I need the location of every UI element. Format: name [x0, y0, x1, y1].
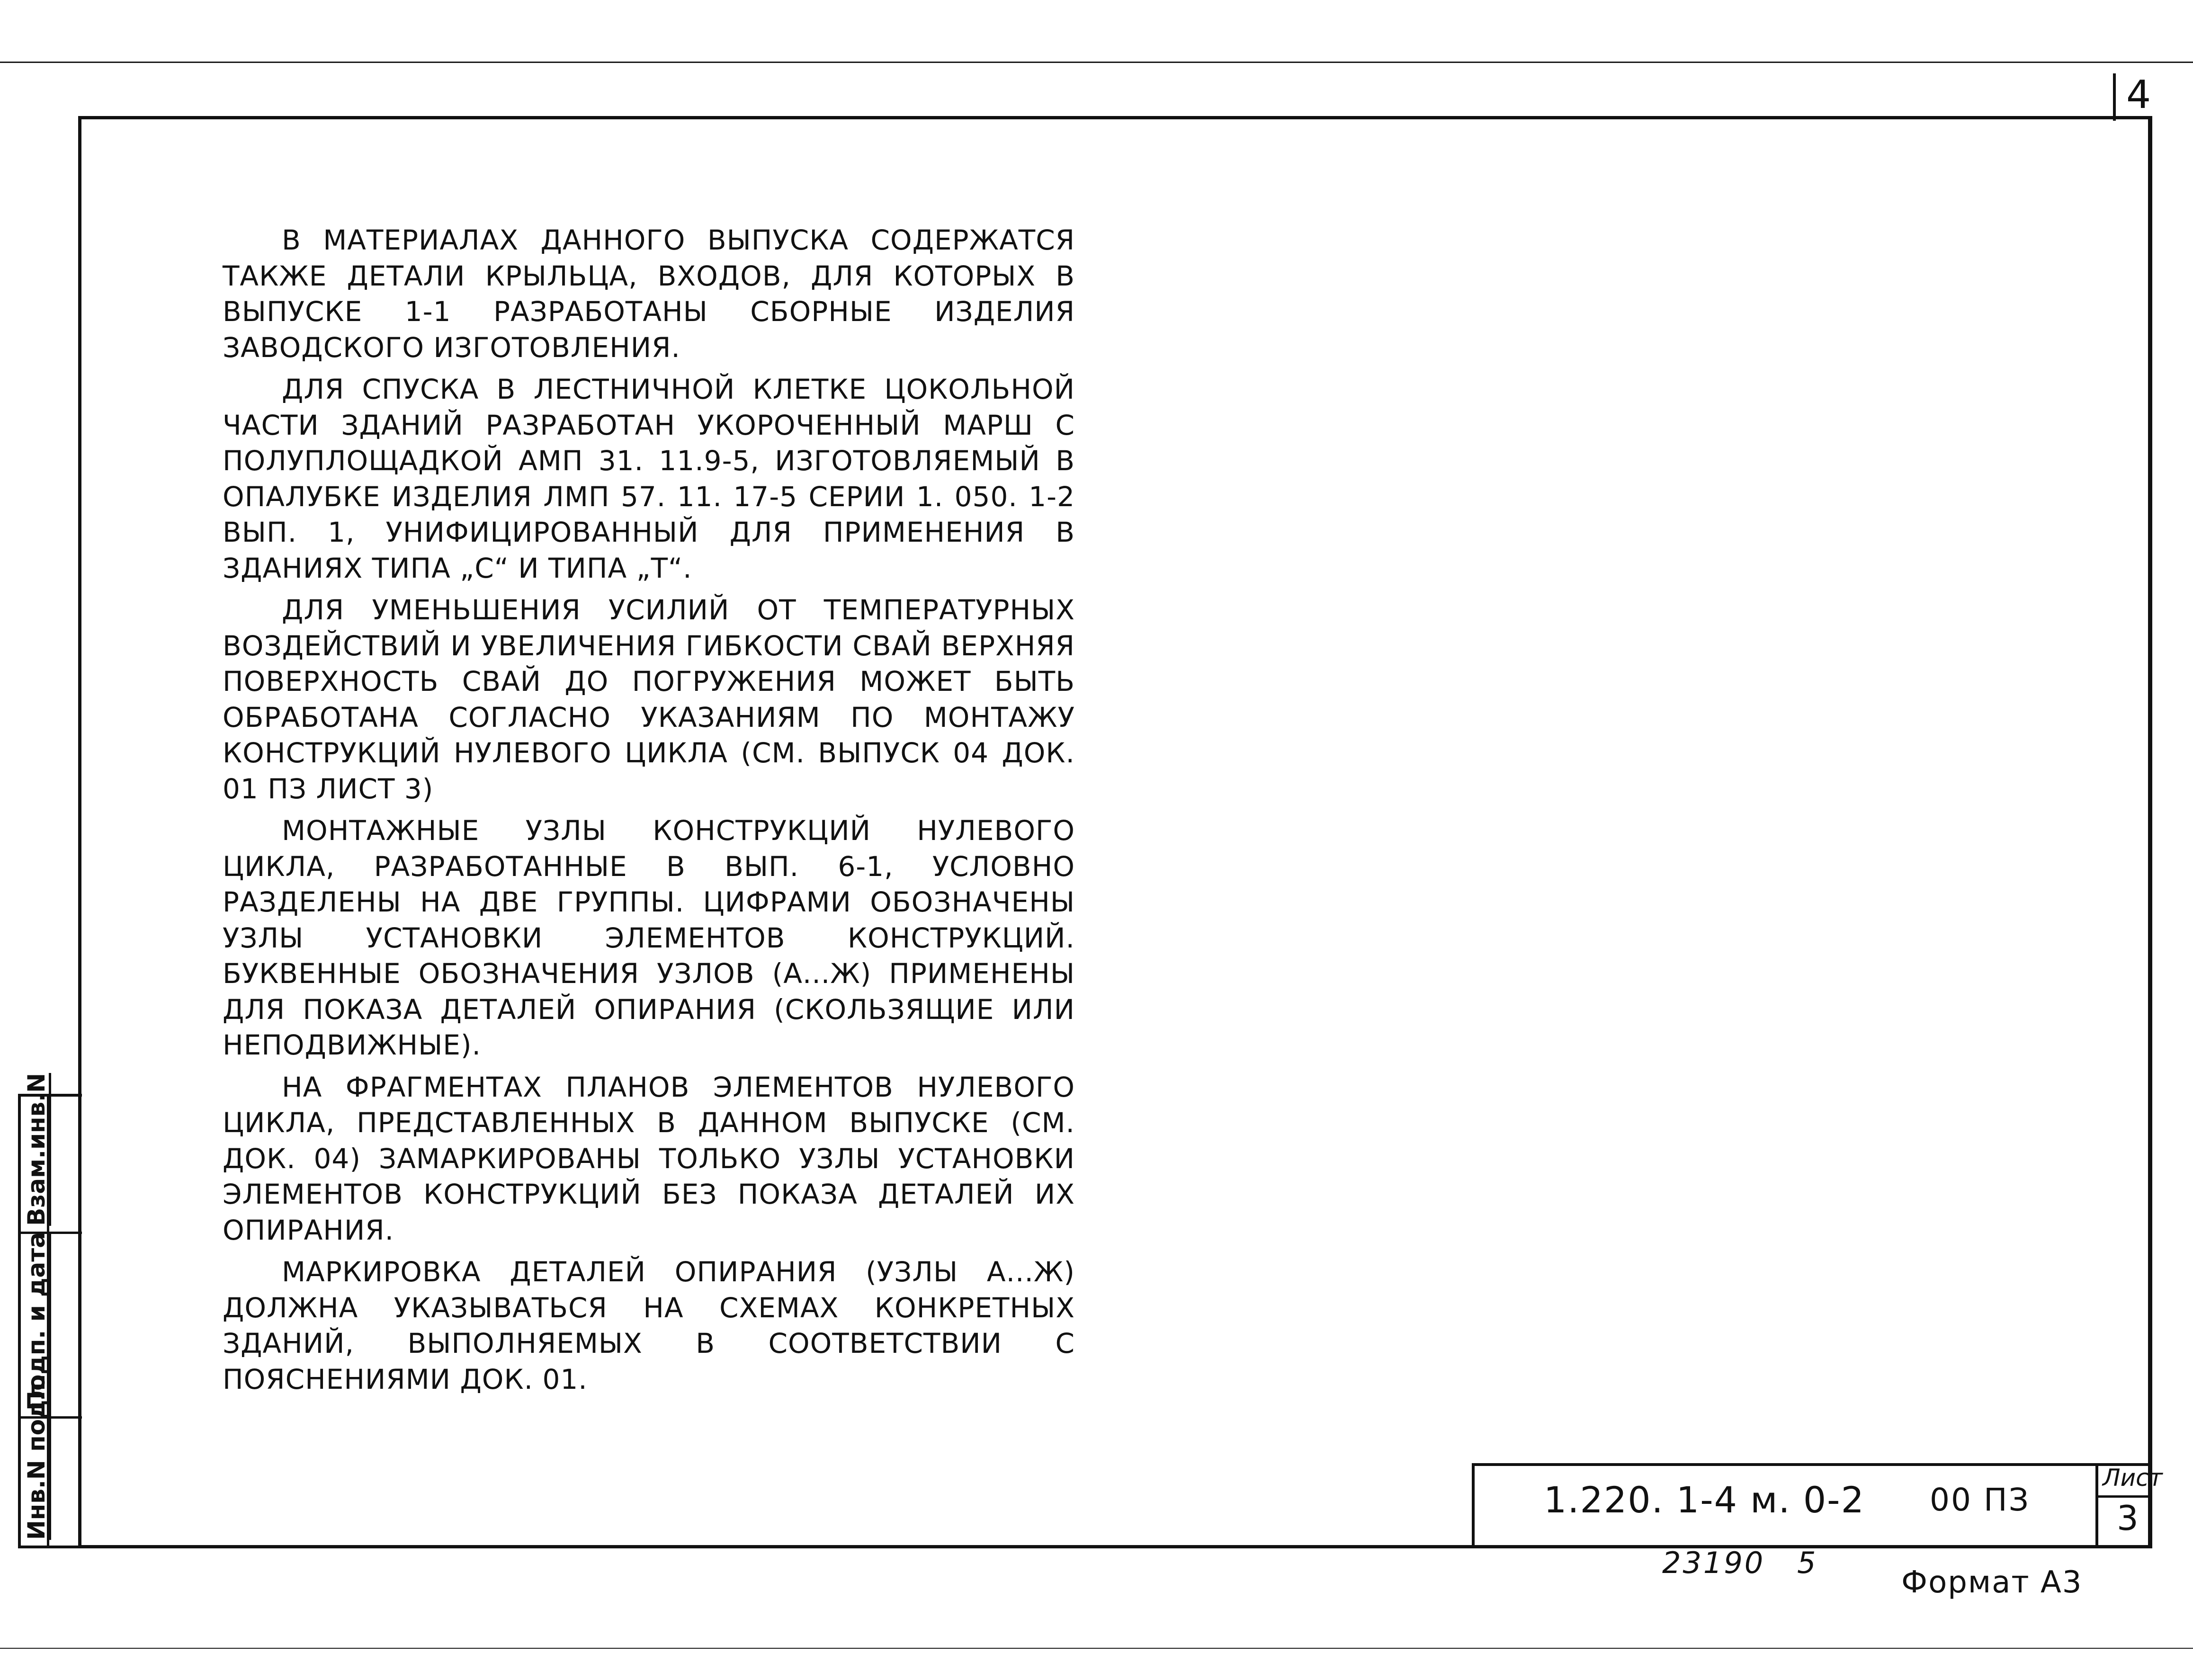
scan-bottom-line: [0, 1648, 2193, 1649]
explanatory-note-text: [223, 223, 1075, 1403]
stamp-divider: [21, 1097, 49, 1546]
sheet-number: 3: [2117, 1498, 2139, 1538]
scan-top-line: [0, 62, 2193, 63]
paragraph-3: ДЛЯ УМЕНЬШЕНИЯ УСИЛИЙ ОТ ТЕМПЕРАТУРНЫХ ВОЗДЕЙСТВИЙ И УВЕЛИЧЕНИЯ ГИБКОСТИ СВАЙ ВЕРХНЯЯ ПОВЕРХНОСТЬ СВАЙ ДО ПОГРУЖЕНИЯ МОЖЕТ БЫТЬ ОБРАБОТАНА СОГЛАСНО УКАЗАНИЯМ ПО МОНТАЖУ КОНСТРУКЦИЙ НУЛЕВОГО ЦИКЛА (СМ. ВЫПУСК 04 ДОК. 01 ПЗ ЛИСТ 3): [223, 594, 1075, 805]
inventory-number: 23190: [1662, 1546, 1765, 1580]
sheet-label: Лист: [2103, 1464, 2163, 1492]
paragraph-6: МАРКИРОВКА ДЕТАЛЕЙ ОПИРАНИЯ (УЗЛЫ А...Ж) ДОЛЖНА УКАЗЫВАТЬСЯ НА СХЕМАХ КОНКРЕТНЫХ ЗДАНИЙ, ВЫПОЛНЯЕМЫХ В СООТВЕТСТВИИ С ПОЯСНЕНИЯМИ ДОК. 01.: [223, 1256, 1075, 1395]
document-type: 00 ПЗ: [1930, 1482, 2030, 1518]
paragraph-4: МОНТАЖНЫЕ УЗЛЫ КОНСТРУКЦИЙ НУЛЕВОГО ЦИКЛА, РАЗРАБОТАННЫЕ В ВЫП. 6-1, УСЛОВНО РАЗДЕЛЕНЫ НА ДВЕ ГРУППЫ. ЦИФРАМИ ОБОЗНАЧЕНЫ УЗЛЫ УСТАНОВКИ ЭЛЕМЕНТОВ КОНСТРУКЦИЙ. БУКВЕННЫЕ ОБОЗНАЧЕНИЯ УЗЛОВ (А...Ж) ПРИМЕНЕНЫ ДЛЯ ПОКАЗА ДЕТАЛЕЙ ОПИРАНИЯ (СКОЛЬЗЯЩИЕ ИЛИ НЕПОДВИЖНЫЕ).: [223, 814, 1075, 1061]
format-label: Формат А3: [1901, 1565, 2083, 1600]
paragraph-1: В МАТЕРИАЛАХ ДАННОГО ВЫПУСКА СОДЕРЖАТСЯ ТАКЖЕ ДЕТАЛИ КРЫЛЬЦА, ВХОДОВ, ДЛЯ КОТОРЫХ В ВЫПУСКЕ 1-1 РАЗРАБОТАНЫ СБОРНЫЕ ИЗДЕЛИЯ ЗАВОДСКОГО ИЗГОТОВЛЕНИЯ.: [223, 224, 1075, 364]
stamp-label-replaced-inventory: Взам.инв.N: [23, 1073, 50, 1226]
side-stamp: [18, 1073, 82, 1548]
stamp-label-signature-date: Подп. и дата: [23, 1232, 50, 1411]
paragraph-5: НА ФРАГМЕНТАХ ПЛАНОВ ЭЛЕМЕНТОВ НУЛЕВОГО ЦИКЛА, ПРЕДСТАВЛЕННЫХ В ДАННОМ ВЫПУСКЕ (СМ. ДОК. 04) ЗАМАРКИРОВАНЫ ТОЛЬКО УЗЛЫ УСТАНОВКИ ЭЛЕМЕНТОВ КОНСТРУКЦИЙ БЕЗ ПОКАЗА ДЕТАЛЕЙ ИХ ОПИРАНИЯ.: [223, 1071, 1075, 1246]
page-number: 4: [2126, 72, 2151, 117]
paragraph-2: ДЛЯ СПУСКА В ЛЕСТНИЧНОЙ КЛЕТКЕ ЦОКОЛЬНОЙ ЧАСТИ ЗДАНИЙ РАЗРАБОТАН УКОРОЧЕННЫЙ МАРШ С ПОЛУПЛОЩАДКОЙ АМП 31. 11.9-5, ИЗГОТОВЛЯЕМЫЙ В ОПАЛУБКЕ ИЗДЕЛИЯ ЛМП 57. 11. 17-5 СЕРИИ 1. 050. 1-2 ВЫП. 1, УНИФИЦИРОВАННЫЙ ДЛЯ ПРИМЕНЕНИЯ В ЗДАНИЯХ ТИПА „С“ И ТИПА „Т“.: [223, 373, 1075, 584]
inventory-copy: 5: [1797, 1546, 1816, 1580]
document-code: 1.220. 1-4 м. 0-2: [1544, 1479, 1865, 1521]
stamp-label-original-inventory: Инв.N подл.: [23, 1373, 50, 1540]
sheet-divider: [2095, 1495, 2152, 1498]
